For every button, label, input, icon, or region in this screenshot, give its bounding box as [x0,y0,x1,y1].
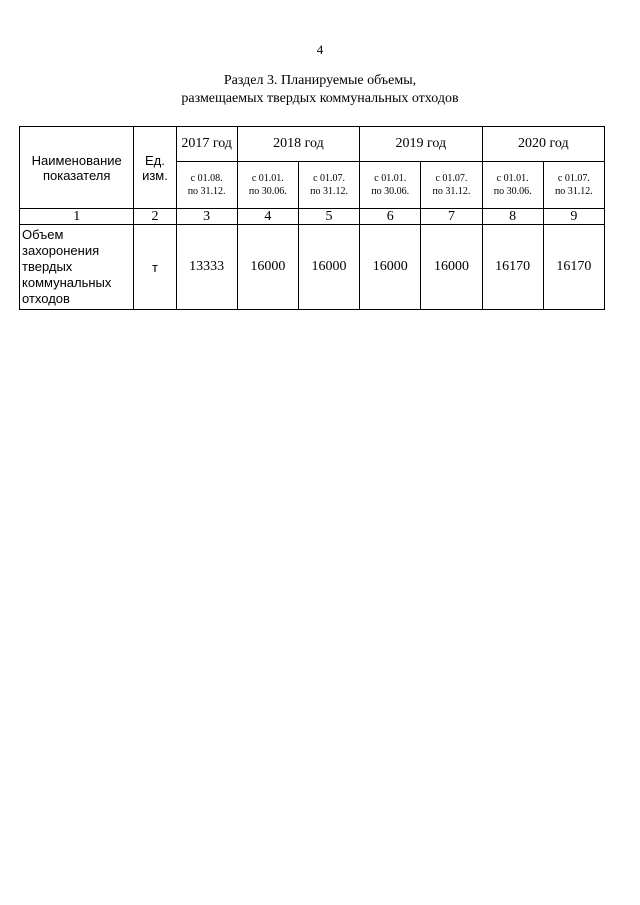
header-indicator-name-line-2: показателя [42,167,111,183]
value-cell: 16170 [482,225,543,310]
column-number: 2 [134,209,176,225]
header-indicator-name-line-1: Наименование [31,152,122,168]
header-year-2020: 2020 год [482,127,604,162]
period-to: по 30.06. [493,186,532,197]
header-year-2017: 2017 год [176,127,237,162]
indicator-name-line: твердых [22,259,73,274]
column-number: 7 [421,209,482,225]
indicator-name-line: отходов [22,291,70,306]
period-from: с 01.01. [496,173,529,184]
period-to: по 31.12. [187,186,226,197]
header-period-7 [543,162,604,209]
period-to: по 30.06. [248,186,287,197]
column-number: 9 [543,209,604,225]
period-to: по 31.12. [310,186,348,197]
waste-volume-table [19,126,605,310]
header-year-2019: 2019 год [360,127,482,162]
period-from: с 01.07. [313,173,346,184]
indicator-name-line: Объем [22,227,64,242]
indicator-name-line: захоронения [22,243,100,258]
header-unit [134,127,176,209]
indicator-name-line: коммунальных [22,275,112,290]
header-period-5 [421,162,482,209]
column-number: 8 [482,209,543,225]
header-unit-line-2: изм. [142,167,168,183]
section-heading-line-2: размещаемых твердых коммунальных отходов [181,91,459,106]
header-period-2 [237,162,298,209]
value-cell: 16000 [421,225,482,310]
value-cell: 16000 [237,225,298,310]
page-number: 4 [316,42,324,57]
value-cell: 13333 [176,225,237,310]
section-heading-line-1: Раздел 3. Планируемые объемы, [223,73,417,88]
column-number: 6 [360,209,421,225]
section-heading [0,72,640,108]
value-cell: 16000 [360,225,421,310]
header-period-3 [298,162,359,209]
column-number: 5 [298,209,359,225]
header-unit-line-1: Ед. [145,152,165,168]
period-to: по 31.12. [554,186,593,197]
period-from: с 01.01. [251,173,284,184]
indicator-name [20,225,134,310]
column-number-row [20,209,605,225]
column-number: 3 [176,209,237,225]
column-number: 1 [20,209,134,225]
value-cell: 16170 [543,225,604,310]
period-from: с 01.01. [374,173,407,184]
period-to: по 31.12. [432,186,471,197]
period-from: с 01.08. [190,173,223,184]
header-year-2018: 2018 год [237,127,359,162]
column-number: 4 [237,209,298,225]
period-from: с 01.07. [435,173,468,184]
header-period-1 [176,162,237,209]
header-period-4 [360,162,421,209]
header-indicator-name [20,127,134,209]
period-from: с 01.07. [557,173,590,184]
table-row [20,225,605,310]
unit-cell: т [134,225,176,310]
value-cell: 16000 [298,225,359,310]
header-row-years [20,127,605,162]
period-to: по 30.06. [371,186,410,197]
header-period-6 [482,162,543,209]
